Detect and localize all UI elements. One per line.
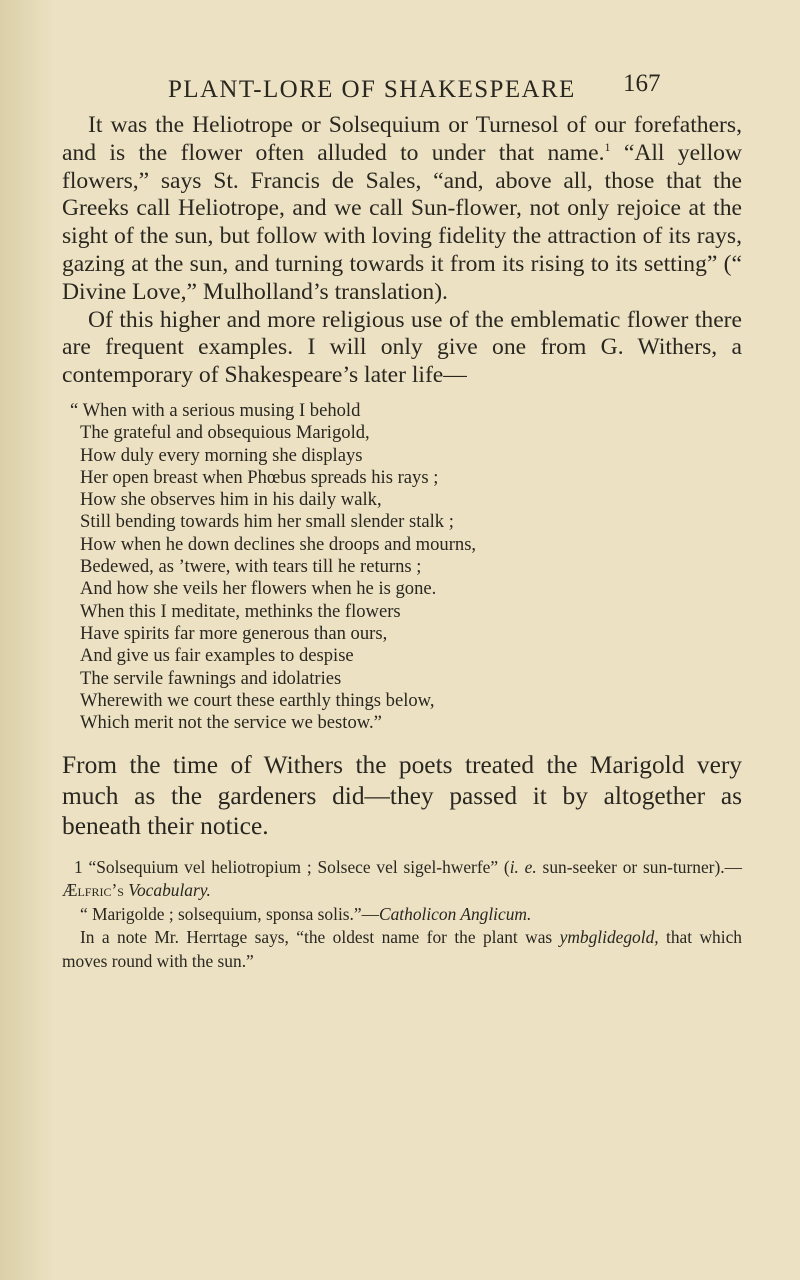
poem-line: “ When with a serious musing I behold <box>70 399 361 421</box>
footnote-1-author: Ælfric’s <box>62 880 124 901</box>
poem-line: Her open breast when Phœbus spreads his rays ; <box>80 466 439 488</box>
paragraph-1-text: It was the Heliotrope or Solsequium or Turnesol of our forefathers, and is the flower often alluded to under that name. <box>62 112 742 166</box>
paragraph-1-text-continued: “All yellow flowers,” says St. Francis de Sales, “and, above all, those that the Greeks call Heliotrope, and we call Sun-flower, not only rejoice at the sight of the sun, but follow with loving fidelity the attraction of its rays, gazing at the sun, and turning towards it from its rising to its setting” (“ Divine Love,” Mulholland’s translation). <box>62 139 743 305</box>
paragraph-heliotrope <box>62 112 742 307</box>
page-body <box>62 112 742 973</box>
poem-line: Have spirits far more generous than ours, <box>80 622 388 644</box>
footnote-number: 1 <box>74 856 83 877</box>
footnote-1 <box>62 856 742 903</box>
footnote-1-ie: i. e. <box>509 856 537 877</box>
poem-line: How she observes him in his daily walk, <box>80 489 382 511</box>
poem-line: Bedewed, as ’twere, with tears till he returns ; <box>80 556 422 578</box>
footnote-3-term: ymbglidegold, <box>559 927 659 948</box>
footnote-1-text-continued: sun-seeker or sun-turner).— <box>536 856 743 877</box>
footnote-1-text: “Solsequium vel heliotropium ; Solsece vel sigel-hwerfe” ( <box>82 856 510 877</box>
poem-line: And how she veils her flowers when he is gone. <box>80 578 437 600</box>
footnote-2-text: “ Marigolde ; solsequium, sponsa solis.”— <box>80 903 379 924</box>
poem-line: The grateful and obsequious Marigold, <box>80 422 370 444</box>
footnote-3-text: In a note Mr. Herrtage says, “the oldest name for the plant was <box>80 927 560 948</box>
poem-line: Wherewith we court these earthly things below, <box>80 689 435 711</box>
page-number: 167 <box>623 70 661 97</box>
footnotes <box>62 856 742 974</box>
poem-line: And give us fair examples to despise <box>80 645 354 667</box>
poem-line: How duly every morning she displays <box>80 444 363 466</box>
paragraph-withers-intro: Of this higher and more religious use of the emblematic flower there are frequent examples. I will only give one from G. Withers, a contemporary of Shakespeare’s later life— <box>62 306 742 389</box>
paragraph-marigold-neglect: From the time of Withers the poets treated the Marigold very much as the gardeners did—they passed it by altogether as beneath their notice. <box>62 751 742 841</box>
poem-line: The servile fawnings and idolatries <box>80 667 342 689</box>
poem-line: When this I meditate, methinks the flowers <box>80 600 401 622</box>
running-head: PLANT-LORE OF SHAKESPEARE <box>168 76 576 103</box>
footnote-marker: 1 <box>604 139 611 154</box>
footnote-1-work: Vocabulary. <box>123 880 211 901</box>
poem-line: How when he down declines she droops and mourns, <box>80 533 477 555</box>
page-header <box>0 68 800 108</box>
footnote-2 <box>62 903 742 927</box>
footnote-3 <box>62 926 742 973</box>
footnote-2-work: Catholicon Anglicum. <box>379 903 532 924</box>
footnote-3-text-continued: that which moves round with the sun.” <box>62 927 742 971</box>
poem-line: Which merit not the service we bestow.” <box>80 712 382 734</box>
poem-line: Still bending towards him her small slender stalk ; <box>80 511 454 533</box>
poem-quotation <box>62 400 742 734</box>
